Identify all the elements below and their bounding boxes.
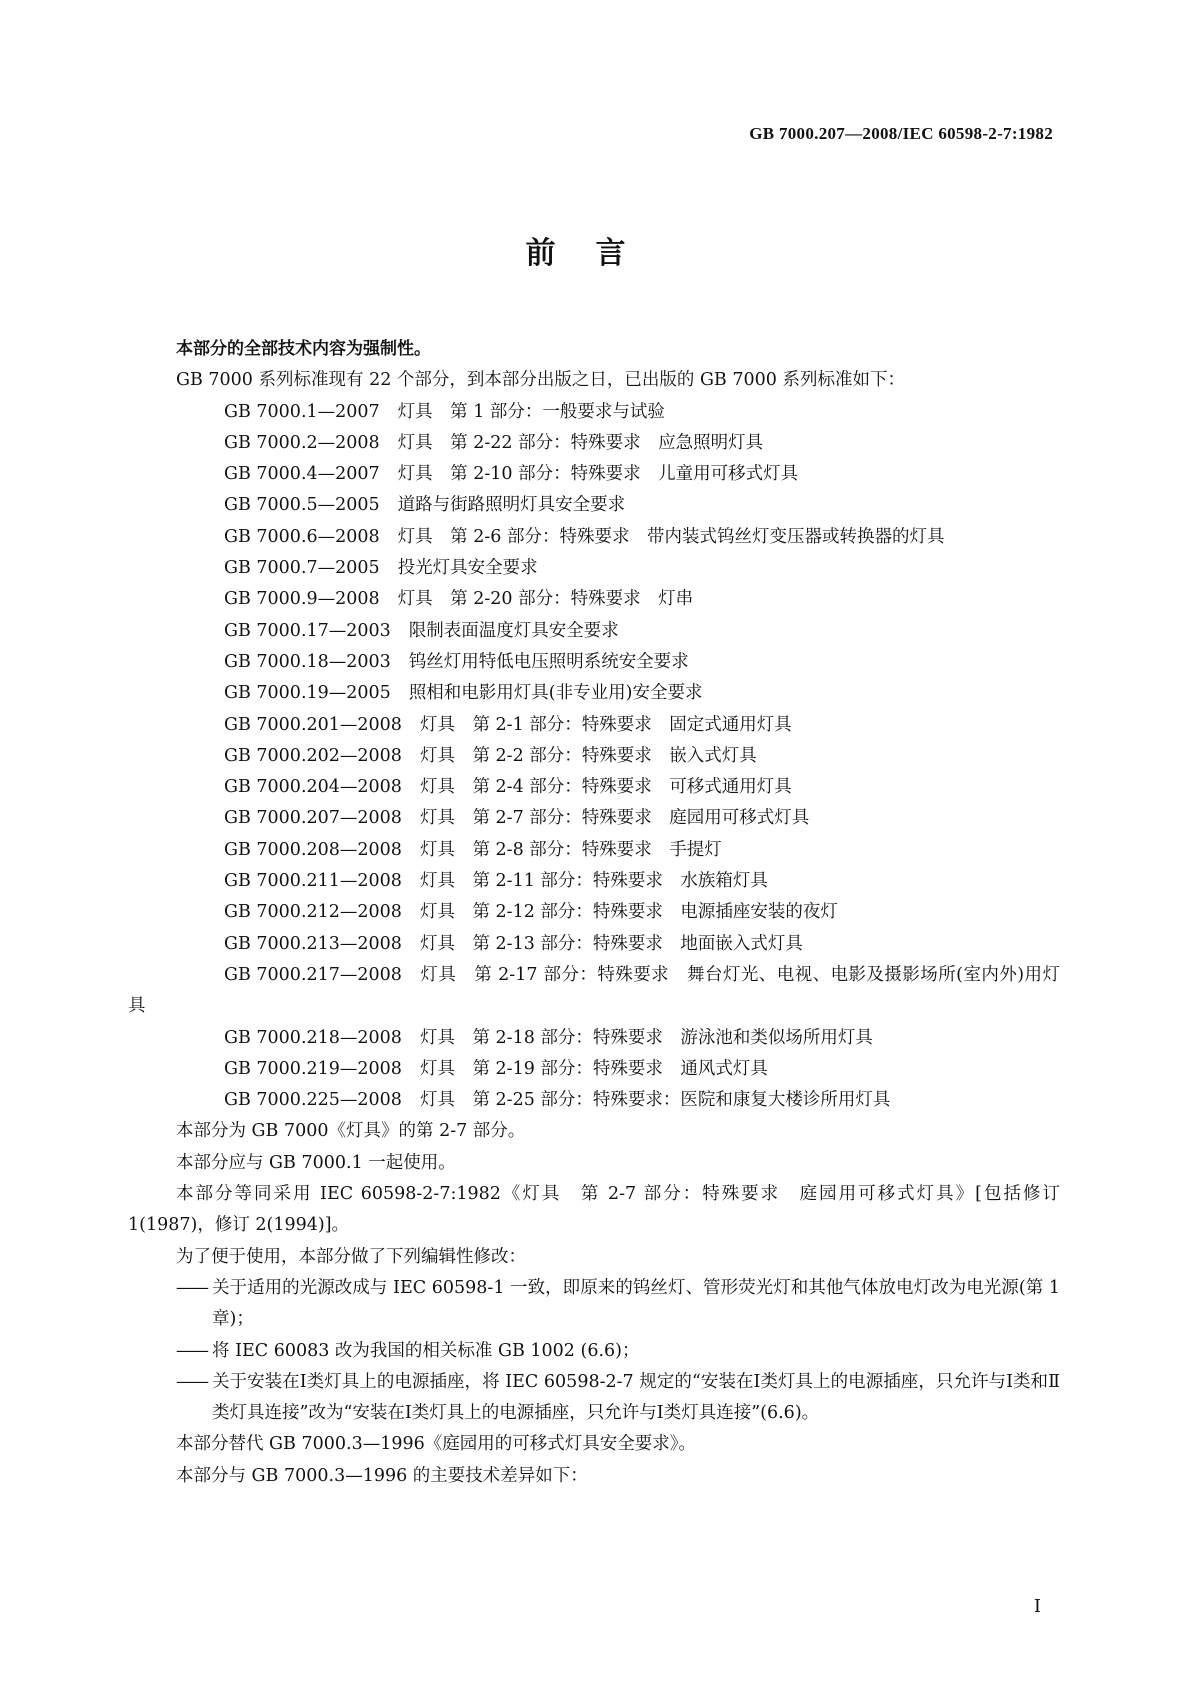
standard-code: GB 7000.6—2008 [224, 526, 380, 547]
standard-list-item [128, 428, 1060, 459]
standard-list-item [128, 866, 1060, 897]
standard-list-item [128, 397, 1060, 428]
edits-list [128, 1273, 1060, 1429]
standard-list-item [128, 490, 1060, 521]
edit-intro: 为了便于使用，本部分做了下列编辑性修改： [176, 1246, 526, 1267]
standard-list-item [128, 897, 1060, 928]
standard-list-item [128, 929, 1060, 960]
standard-title: 灯具 第 2-4 部分：特殊要求 可移式通用灯具 [419, 777, 792, 798]
standard-title: 灯具 第 2-20 部分：特殊要求 灯串 [397, 589, 694, 610]
standard-title: 限制表面温度灯具安全要求 [408, 620, 619, 641]
standard-code: GB 7000.217—2008 [224, 964, 402, 985]
standard-list-item [128, 772, 1060, 803]
list-item [176, 1367, 1060, 1430]
standard-title: 钨丝灯用特低电压照明系统安全要求 [408, 651, 689, 672]
standard-list-item [128, 710, 1060, 741]
adoption-statement: 本部分等同采用 IEC 60598-2-7:1982《灯具 第 2-7 部分：特殊要求 庭园用可移式灯具》[包括修订 1(1987)，修订 2(1994)]。 [128, 1184, 1060, 1236]
standard-code: GB 7000.19—2005 [224, 683, 391, 704]
standard-title: 道路与街路照明灯具安全要求 [397, 495, 626, 516]
standard-code: GB 7000.5—2005 [224, 495, 380, 516]
differences-intro: 本部分与 GB 7000.3—1996 的主要技术差异如下： [176, 1465, 588, 1486]
standard-title: 灯具 第 2-19 部分：特殊要求 通风式灯具 [419, 1058, 768, 1079]
standard-code: GB 7000.208—2008 [224, 839, 402, 860]
standard-list-item [128, 960, 1060, 1023]
part-statement: 本部分为 GB 7000《灯具》的第 2-7 部分。 [176, 1121, 526, 1142]
list-item [176, 1336, 1060, 1367]
edit-item-text: 关于安装在Ⅰ类灯具上的电源插座，将 IEC 60598-2-7 规定的“安装在Ⅰ类灯具上的电源插座，只允许与Ⅰ类和Ⅱ类灯具连接”改为“安装在Ⅰ类灯具上的电源插座，只允许与Ⅰ类灯具连接”(6.6)。 [212, 1371, 1060, 1424]
standard-code: GB 7000.204—2008 [224, 777, 402, 798]
standard-list-item [128, 741, 1060, 772]
standard-title: 灯具 第 2-10 部分：特殊要求 儿童用可移式灯具 [397, 464, 799, 485]
standard-list-item [128, 522, 1060, 553]
standard-title: 灯具 第 2-7 部分：特殊要求 庭园用可移式灯具 [419, 808, 810, 829]
replacement-statement: 本部分替代 GB 7000.3—1996《庭园用的可移式灯具安全要求》。 [176, 1434, 696, 1455]
document-body [128, 334, 1060, 1492]
standard-code: GB 7000.2—2008 [224, 432, 380, 453]
standard-list-item [128, 1023, 1060, 1054]
standard-code: GB 7000.1—2007 [224, 401, 380, 422]
standard-list-item [128, 835, 1060, 866]
standard-code: GB 7000.213—2008 [224, 933, 402, 954]
standard-code: GB 7000.201—2008 [224, 714, 402, 735]
dash-marker: —— [176, 1371, 207, 1392]
standard-list-item [128, 1085, 1060, 1116]
list-item [176, 1273, 1060, 1336]
standard-code: GB 7000.9—2008 [224, 589, 380, 610]
standard-title: 灯具 第 1 部分：一般要求与试验 [397, 401, 665, 422]
standard-code: GB 7000.18—2003 [224, 651, 391, 672]
standard-list-item [128, 803, 1060, 834]
page-number: I [1033, 1596, 1041, 1617]
standard-code: GB 7000.202—2008 [224, 745, 402, 766]
standard-title: 灯具 第 2-6 部分：特殊要求 带内装式钨丝灯变压器或转换器的灯具 [397, 526, 945, 547]
mandatory-statement: 本部分的全部技术内容为强制性。 [176, 339, 431, 359]
standard-code: GB 7000.4—2007 [224, 464, 380, 485]
standard-title: 灯具 第 2-22 部分：特殊要求 应急照明灯具 [397, 432, 764, 453]
standard-code: GB 7000.207—2008 [224, 808, 402, 829]
standard-title: 灯具 第 2-18 部分：特殊要求 游泳池和类似场所用灯具 [419, 1027, 873, 1048]
series-intro: GB 7000 系列标准现有 22 个部分，到本部分出版之日，已出版的 GB 7000 系列标准如下： [176, 370, 905, 391]
standard-code: GB 7000.17—2003 [224, 620, 391, 641]
use-statement: 本部分应与 GB 7000.1 一起使用。 [176, 1152, 456, 1173]
standard-title: 灯具 第 2-11 部分：特殊要求 水族箱灯具 [419, 871, 768, 892]
standard-title: 灯具 第 2-12 部分：特殊要求 电源插座安装的夜灯 [419, 902, 838, 923]
standard-list-item [128, 1054, 1060, 1085]
standard-title: 灯具 第 2-17 部分：特殊要求 舞台灯光、电视、电影及摄影场所(室内外)用灯具 [128, 964, 1060, 1017]
page-title: 前言 [525, 236, 666, 271]
standard-code: GB 7000.212—2008 [224, 902, 402, 923]
standard-code: GB 7000.219—2008 [224, 1058, 402, 1079]
standard-list-item [128, 616, 1060, 647]
standard-title: 灯具 第 2-13 部分：特殊要求 地面嵌入式灯具 [419, 933, 803, 954]
standard-title: 照相和电影用灯具(非专业用)安全要求 [408, 683, 703, 704]
standard-title: 灯具 第 2-25 部分：特殊要求：医院和康复大楼诊所用灯具 [419, 1090, 891, 1111]
dash-marker: —— [176, 1340, 207, 1361]
standard-code: GB 7000.218—2008 [224, 1027, 402, 1048]
edit-item-text: 将 IEC 60083 改为我国的相关标准 GB 1002 (6.6)； [212, 1340, 640, 1361]
standard-title: 灯具 第 2-8 部分：特殊要求 手提灯 [419, 839, 722, 860]
standard-list-item [128, 553, 1060, 584]
standard-number-header: GB 7000.207—2008/IEC 60598-2-7:1982 [749, 124, 1053, 143]
standard-title: 投光灯具安全要求 [397, 558, 538, 579]
standard-title: 灯具 第 2-2 部分：特殊要求 嵌入式灯具 [419, 745, 757, 766]
dash-marker: —— [176, 1277, 207, 1298]
edit-item-text: 关于适用的光源改成与 IEC 60598-1 一致，即原来的钨丝灯、管形荧光灯和其他气体放电灯改为电光源(第 1 章)； [212, 1277, 1060, 1330]
standard-list-item [128, 459, 1060, 490]
standard-code: GB 7000.7—2005 [224, 558, 380, 579]
standard-title: 灯具 第 2-1 部分：特殊要求 固定式通用灯具 [419, 714, 792, 735]
standard-list-item [128, 647, 1060, 678]
standard-list-item [128, 678, 1060, 709]
standard-code: GB 7000.225—2008 [224, 1090, 402, 1111]
standard-list-item [128, 584, 1060, 615]
standard-code: GB 7000.211—2008 [224, 871, 402, 892]
standards-list [128, 397, 1060, 1117]
